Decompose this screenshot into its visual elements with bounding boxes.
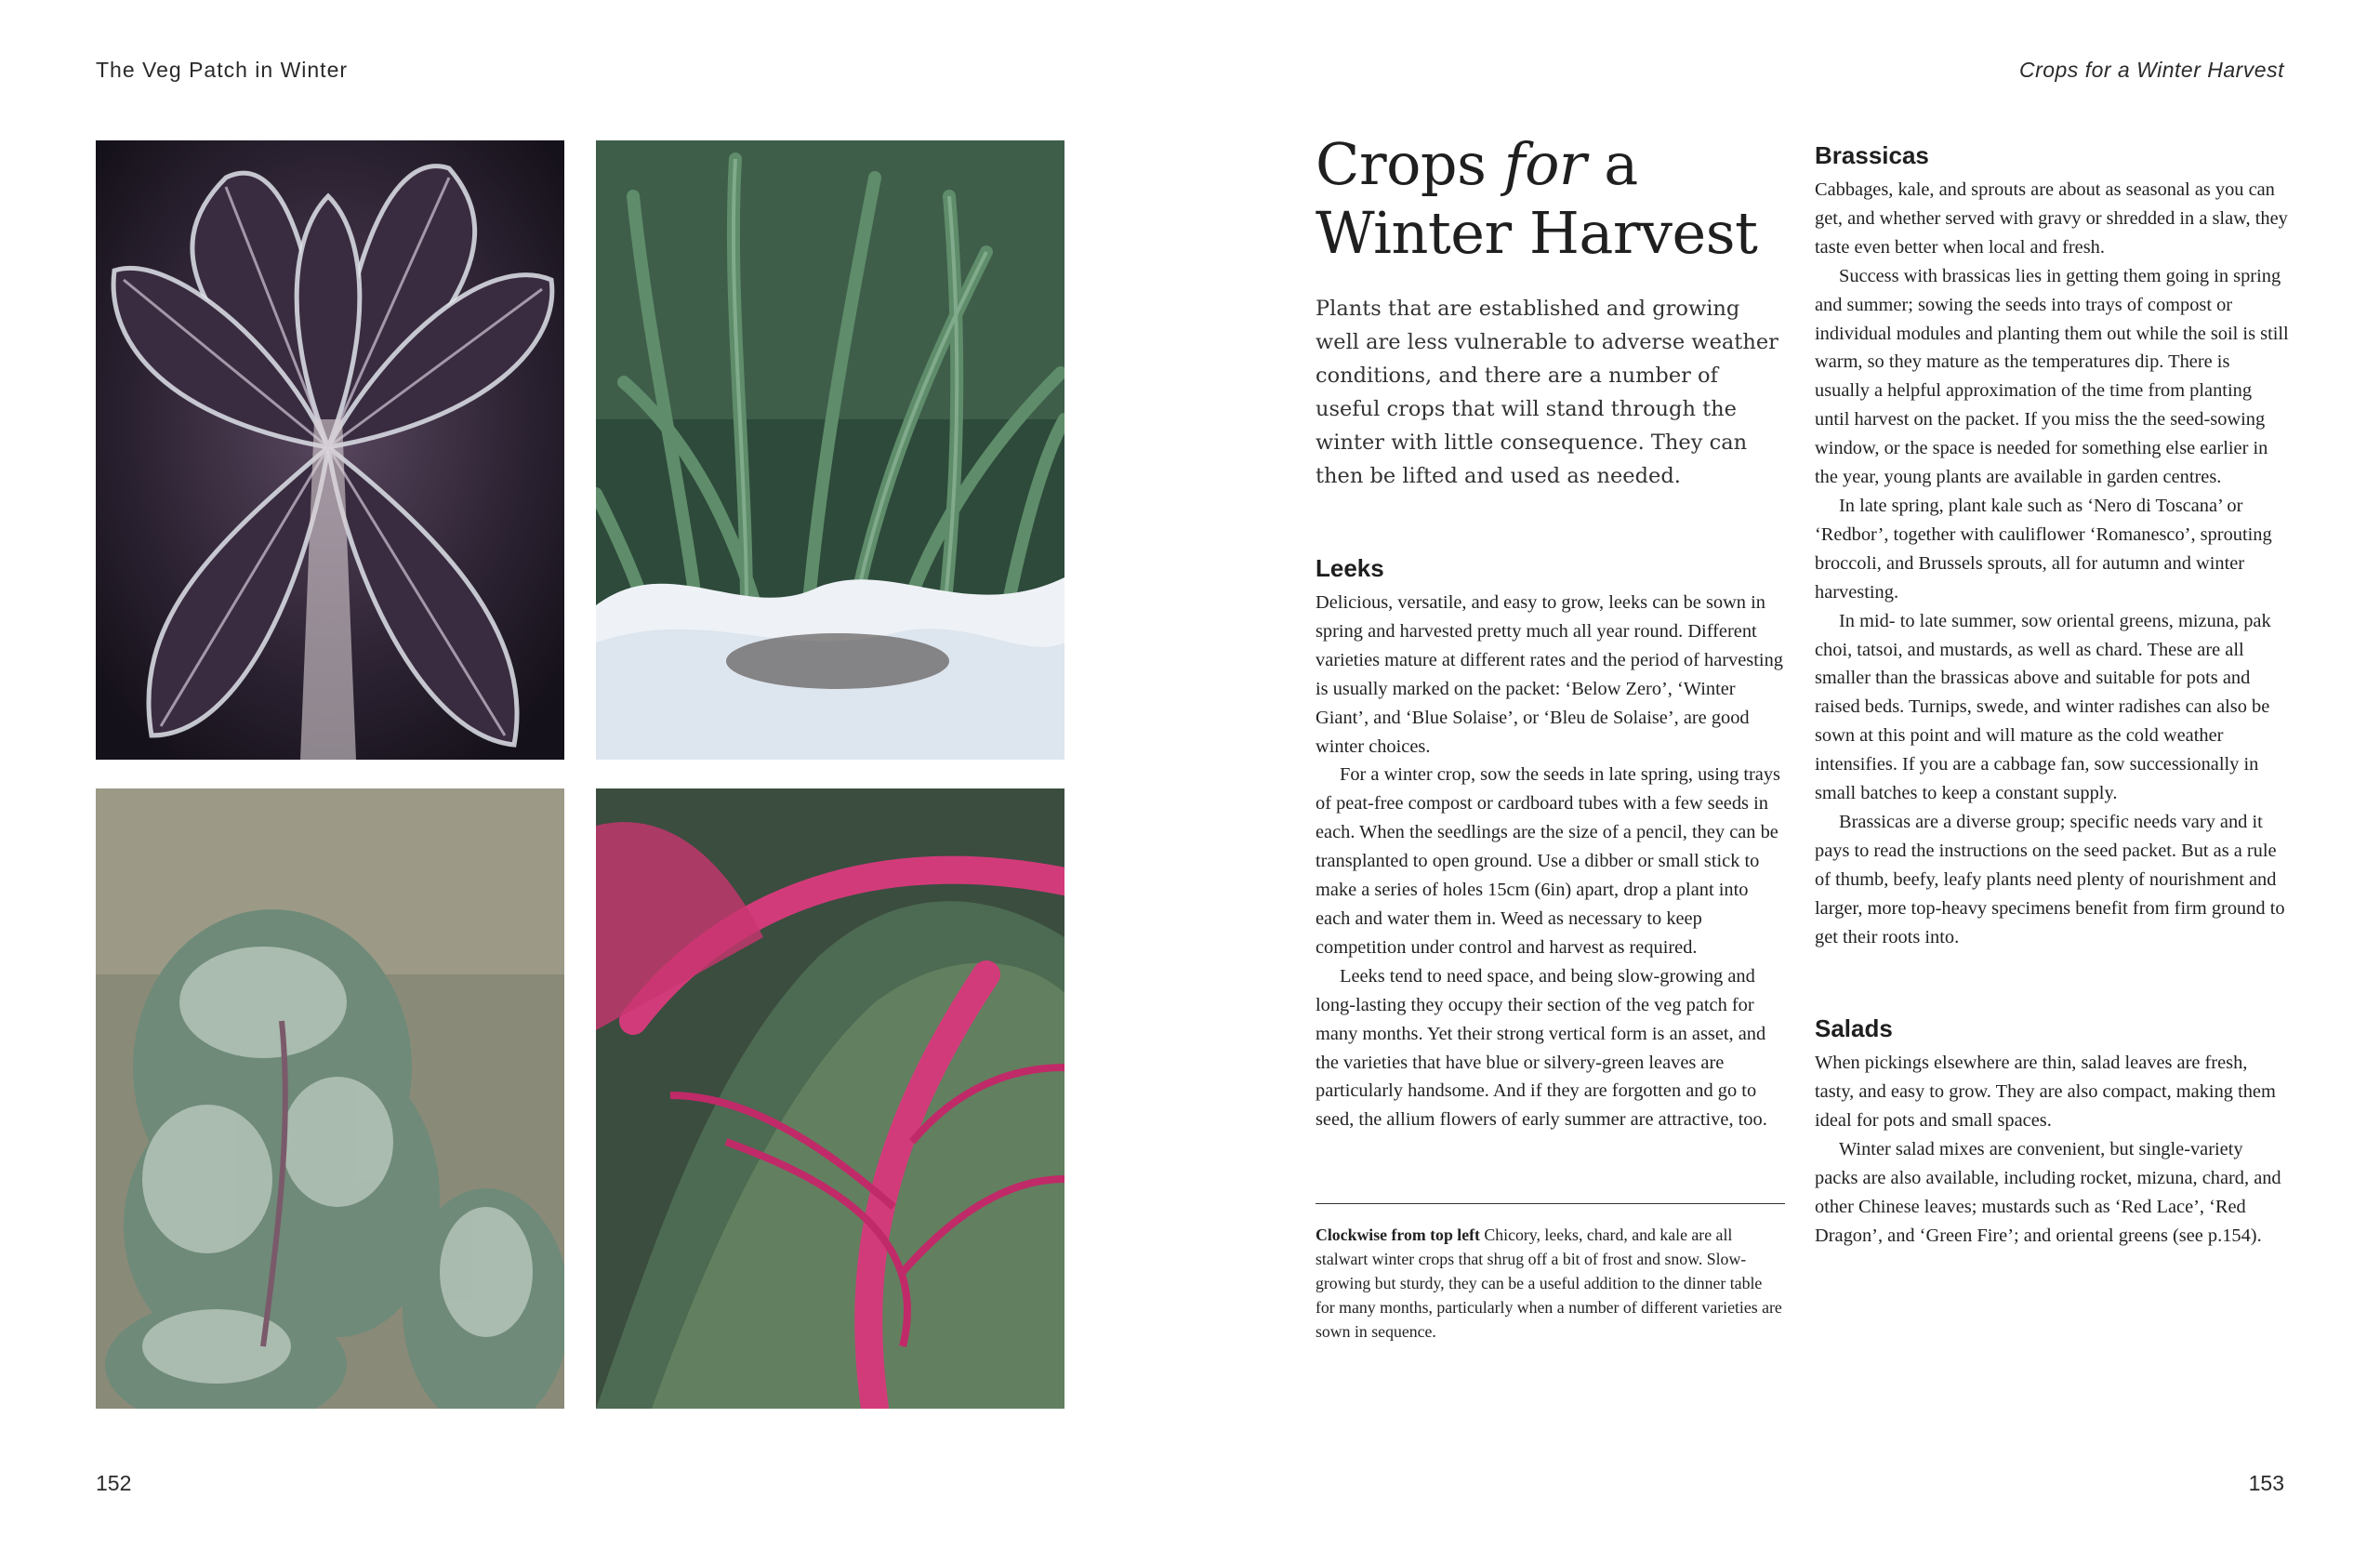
chapter-title xyxy=(1316,130,1785,268)
chicory-photo xyxy=(96,140,564,760)
caption-lead: Clockwise from top left xyxy=(1316,1225,1480,1245)
brassicas-paragraph: In mid- to late summer, sow oriental greens, mizuna, pak choi, tatsoi, and mustards, as well as chard. These are all smaller than the brassicas above and suitable for pots and raised beds. Turnips, swede, and winter radishes can also be sown at this point and will mature as the cold weather intensifies. If you are a cabbage fan, sow successionally in small batches to keep a constant supply. xyxy=(1815,610,2271,804)
salads-heading: Salads xyxy=(1815,1014,1893,1043)
running-head-right: Crops for a Winter Harvest xyxy=(2018,58,2284,82)
brassicas-paragraph: Success with brassicas lies in getting them going in spring and summer; sowing the seeds into trays of compost or individual modules and planting them out while the soil is still warm, so they mature as the temperatures dip. There is usually a helpful approximation of the time from planting until harvest on the packet. If you miss the the seed-sowing window, or the space is needed for something else earlier in the year, young plants are available in garden centres. xyxy=(1815,265,2289,488)
title-line-2: Winter Harvest xyxy=(1316,199,1758,267)
brassicas-paragraph: Cabbages, kale, and sprouts are about as seasonal as you can get, and whether served with gravy or shredded in a slaw, they taste even better when local and fresh. xyxy=(1815,179,2288,258)
title-word-a: a xyxy=(1586,130,1638,198)
running-head-left: The Veg Patch in Winter xyxy=(96,58,349,82)
title-word-for: for xyxy=(1503,130,1587,198)
leeks-body xyxy=(1316,589,1785,1134)
kale-photo xyxy=(96,788,564,1409)
leeks-paragraph: Delicious, versatile, and easy to grow, leeks can be sown in spring and harvested pretty much all year round. Different varieties mature at different rates and the period of harvesting is usually marked on the packet: ‘Below Zero’, ‘Winter Giant’, and ‘Blue Solaise’, or ‘Bleu de Solaise’, are good winter choices. xyxy=(1316,592,1783,757)
leeks-paragraph: Leeks tend to need space, and being slow-growing and long-lasting they occupy their section of the veg patch for many months. Yet their strong vertical form is an asset, and the varieties that have blue or silvery-green leaves are particularly handsome. And if they are forgotten and go to seed, the allium flowers of early summer are attractive, too. xyxy=(1316,965,1767,1131)
page-number-left: 152 xyxy=(96,1471,132,1495)
brassicas-paragraph: In late spring, plant kale such as ‘Nero di Toscana’ or ‘Redbor’, together with cauliflower ‘Romanesco’, sprouting broccoli, and Brussels sprouts, all for autumn and winter harvesting. xyxy=(1815,495,2272,603)
salads-body xyxy=(1815,1049,2289,1250)
leeks-paragraph: For a winter crop, sow the seeds in late spring, using trays of peat-free compost or cardboard tubes with a few seeds in each. When the seedlings are the size of a pencil, they can be transplanted to open ground. Use a dibber or small stick to make a series of holes 15cm (6in) apart, drop a plant into each and water them in. Weed as necessary to keep competition under control and harvest as required. xyxy=(1316,764,1780,958)
brassicas-heading: Brassicas xyxy=(1815,141,1929,169)
page-number-right: 153 xyxy=(2248,1471,2284,1495)
text-column-right xyxy=(1815,141,2289,1251)
chard-photo xyxy=(596,788,1064,1409)
leeks-photo xyxy=(596,140,1064,760)
caption-rule xyxy=(1316,1203,1785,1204)
intro-paragraph: Plants that are established and growing well are less vulnerable to adverse weather conditions, and there are a number of useful crops that will stand through the winter with little consequence. They can then be lifted and used as needed. xyxy=(1316,297,1778,488)
brassicas-body xyxy=(1815,176,2289,951)
caption-text: Chicory, leeks, chard, and kale are all stalwart winter crops that shrug off a bit of frost and snow. Slow-growing but sturdy, they can be a useful addition to the dinner table for many months, particularly when a number of different varieties are sown in sequence. xyxy=(1316,1225,1782,1342)
salads-paragraph: When pickings elsewhere are thin, salad leaves are fresh, tasty, and easy to grow. They are also compact, making them ideal for pots and small spaces. xyxy=(1815,1053,2276,1132)
text-column-left xyxy=(1316,130,1785,1344)
photo-caption xyxy=(1316,1223,1785,1344)
brassicas-paragraph: Brassicas are a diverse group; specific needs vary and it pays to read the instructions on the seed packet. But as a rule of thumb, beefy, leafy plants need plenty of nourishment and larger, more top-heavy specimens benefit from firm ground to get their roots into. xyxy=(1815,811,2285,947)
leeks-heading: Leeks xyxy=(1316,554,1384,582)
title-word-crops: Crops xyxy=(1316,130,1504,198)
salads-paragraph: Winter salad mixes are convenient, but single-variety packs are also available, including rocket, mizuna, chard, and other Chinese leaves; mustards such as ‘Red Lace’, ‘Red Dragon’, and ‘Green Fire’; and oriental greens (see p.154). xyxy=(1815,1139,2281,1246)
